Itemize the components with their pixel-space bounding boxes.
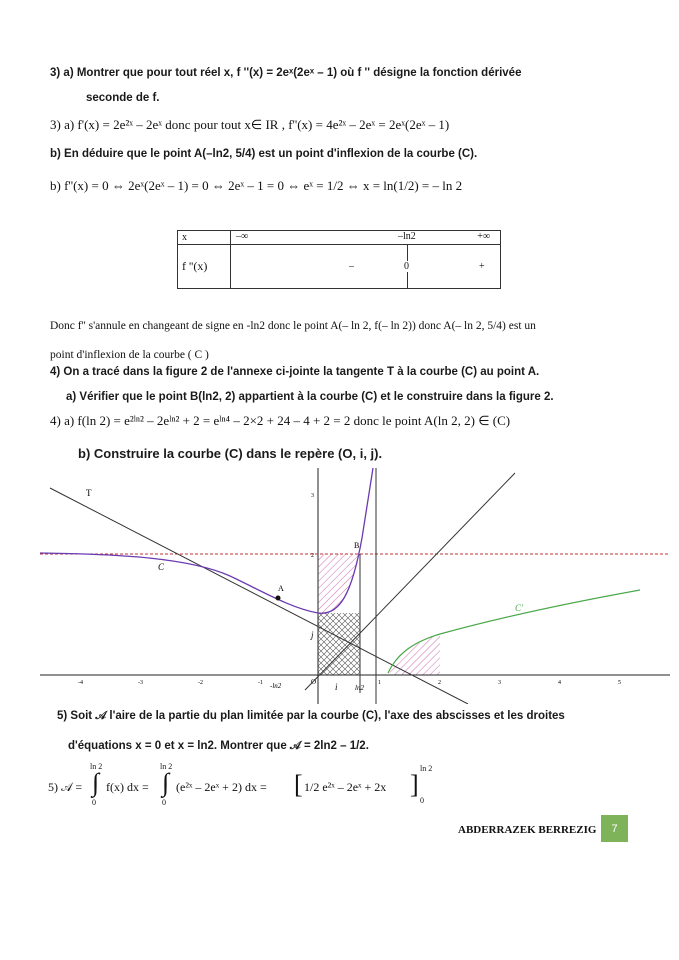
tick-x: 2 <box>438 680 441 686</box>
integral-sign-1: ∫ <box>92 768 100 797</box>
point-A <box>276 596 281 601</box>
bracket-open: [ <box>294 770 303 799</box>
bracket-lower: 0 <box>420 796 424 805</box>
bracket-close: ] <box>410 770 419 799</box>
label-i: i <box>335 682 338 692</box>
tick-x: 1 <box>378 680 381 686</box>
label-C-prime: C' <box>515 603 523 613</box>
label-j: j <box>311 630 314 640</box>
conclusion-line2: point d'inflexion de la courbe ( C ) <box>50 349 209 361</box>
answer-5-part3: 1/2 e²ˣ – 2eˣ + 2x <box>304 780 387 794</box>
sign-table-minus-inf: –∞ <box>236 231 249 242</box>
label-B: B <box>354 541 360 550</box>
question-5-line1: 5) Soit 𝒜 l'aire de la partie du plan limitée par la courbe (C), l'axe des abscisses et les droites <box>57 710 565 722</box>
label-A: A <box>278 584 284 593</box>
sign-table-zero: 0 <box>404 261 409 272</box>
integral-lower-2: 0 <box>162 798 166 807</box>
answer-3b: b) f''(x) = 0 ⇔ 2eˣ(2eˣ – 1) = 0 ⇔ 2eˣ – 1 = 0 ⇔ eˣ = 1/2 ⇔ x = ln(1/2) = – ln 2 <box>50 178 463 193</box>
integral-upper-2: ln 2 <box>160 762 173 771</box>
sign-table-plus: + <box>479 261 485 272</box>
label-C: C <box>158 562 165 572</box>
sign-table-minus-ln2: –ln2 <box>398 231 416 242</box>
question-4b: b) Construire la courbe (C) dans le repère (O, i, j). <box>78 446 383 461</box>
tick-y: 2 <box>311 553 314 559</box>
tangent-line-T <box>50 488 468 704</box>
question-5-line2: d'équations x = 0 et x = ln2. Montrer que 𝒜 = 2ln2 – 1/2. <box>68 740 369 752</box>
answer-3a: 3) a) f'(x) = 2e²ˣ – 2eˣ donc pour tout x∈ IR , f''(x) = 4e²ˣ – 2eˣ = 2eˣ(2eˣ – 1) <box>50 117 450 132</box>
sign-table-minus: – <box>349 261 354 272</box>
hatched-region-grid <box>318 613 360 675</box>
sign-table-x: x <box>178 231 231 245</box>
tick-x: 3 <box>498 680 501 686</box>
tick-x: -3 <box>138 680 143 686</box>
sign-table-plus-inf: +∞ <box>477 231 490 242</box>
question-4: 4) On a tracé dans la figure 2 de l'annexe ci-jointe la tangente T à la courbe (C) au point A. <box>50 366 540 378</box>
question-4a: a) Vérifier que le point B(ln2, 2) appartient à la courbe (C) et le construire dans la figure 2. <box>66 391 554 403</box>
tick-x: -2 <box>198 680 203 686</box>
tick-x: -1 <box>258 680 263 686</box>
tick-x: 4 <box>558 680 561 686</box>
integral-upper-1: ln 2 <box>90 762 103 771</box>
integral-lower-1: 0 <box>92 798 96 807</box>
label-minus-ln2: -ln2 <box>270 682 282 690</box>
footer-page-number: 7 <box>601 815 628 842</box>
sign-table <box>177 230 501 289</box>
question-3a-line2: seconde de f. <box>86 92 160 104</box>
sign-table-row-label: f ''(x) <box>178 245 231 289</box>
label-T: T <box>86 488 92 498</box>
question-3a-line1: 3) a) Montrer que pour tout réel x, f ''(x) = 2eˣ(2eˣ – 1) où f '' désigne la fonction dérivée <box>50 67 522 79</box>
answer-5-prefix: 5) 𝒜 = <box>48 780 83 794</box>
answer-4a: 4) a) f(ln 2) = e²ˡⁿ² – 2eˡⁿ² + 2 = eˡⁿ⁴ – 2×2 + 24 – 4 + 2 = 2 donc le point A(ln 2, 2) ∈ (C) <box>50 413 511 428</box>
tick-x: -4 <box>78 680 83 686</box>
answer-5-part1: f(x) dx = <box>106 780 149 794</box>
bracket-upper: ln 2 <box>420 764 433 773</box>
label-ln2: ln2 <box>355 684 364 692</box>
tick-y: 3 <box>311 493 314 499</box>
footer-author: ABDERRAZEK BERREZIG <box>458 824 597 836</box>
hatched-region-right <box>388 634 440 675</box>
conclusion-line1: Donc f'' s'annule en changeant de signe en -ln2 donc le point A(– ln 2, f(– ln 2)) donc A(– ln 2, 5/4) est un <box>50 320 536 332</box>
integral-sign-2: ∫ <box>162 768 170 797</box>
label-O: O <box>311 678 317 686</box>
question-3b: b) En déduire que le point A(–ln2, 5/4) est un point d'inflexion de la courbe (C). <box>50 148 478 160</box>
answer-5 <box>48 760 448 810</box>
tick-x: 5 <box>618 680 621 686</box>
function-graph <box>0 468 679 704</box>
answer-5-part2: (e²ˣ – 2eˣ + 2) dx = <box>176 780 267 794</box>
